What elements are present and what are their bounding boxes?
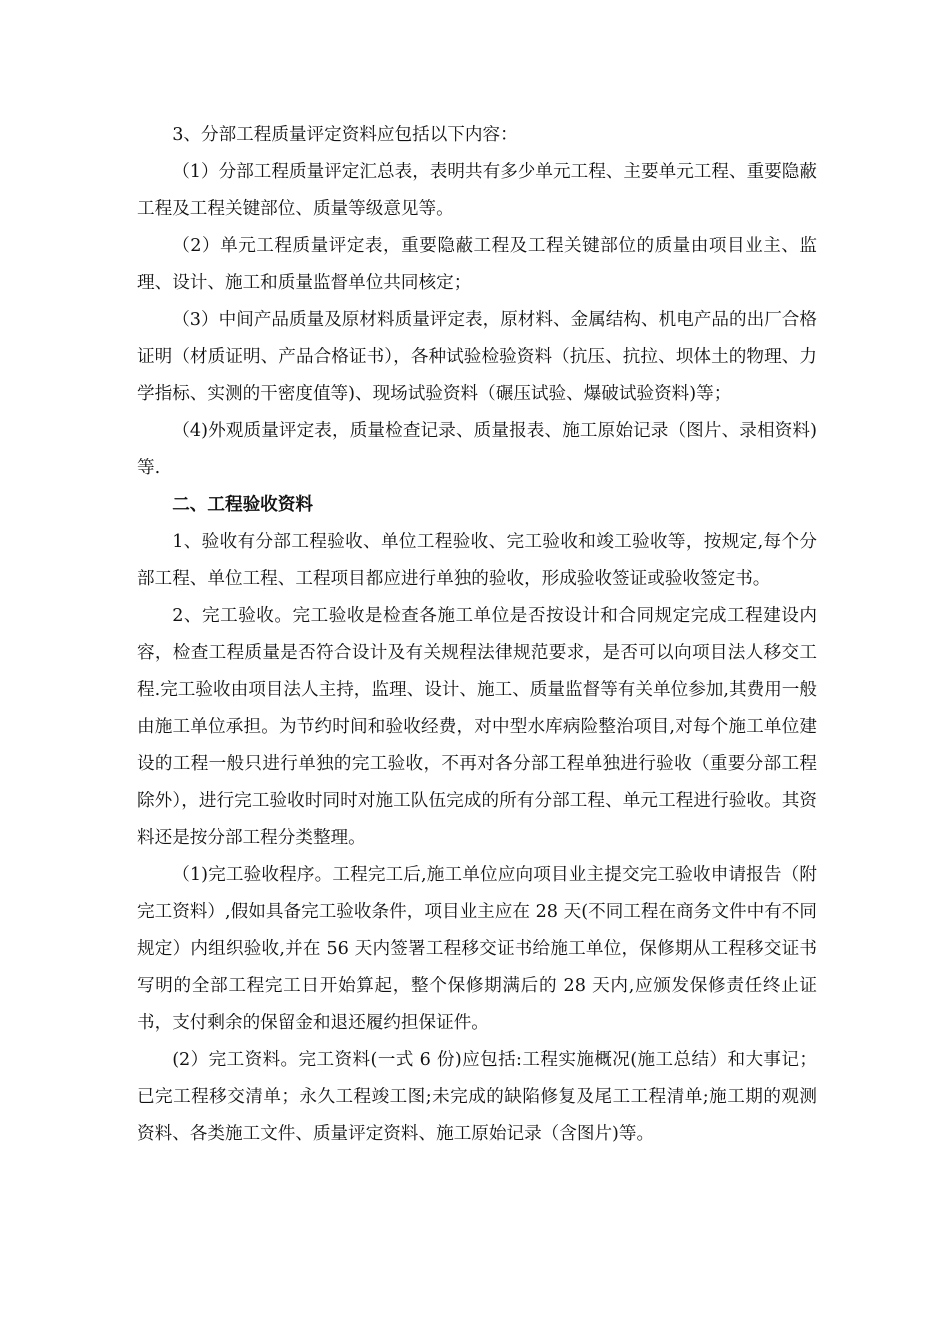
paragraph-item-2: （2）单元工程质量评定表，重要隐蔽工程及工程关键部位的质量由项目业主、监理、设计、施工和质量监督单位共同核定； xyxy=(137,236,817,293)
paragraph-item-4: （4)外观质量评定表，质量检查记录、质量报表、施工原始记录（图片、录相资料)等. xyxy=(137,421,817,478)
paragraph-acceptance-2: 2、完工验收。完工验收是检查各施工单位是否按设计和合同规定完成工程建设内容，检查工程质量是否符合设计及有关规程法律规范要求，是否可以向项目法人移交工程.完工验收由项目法人主持，监理、设计、施工、质量监督等有关单位参加,其费用一般由施工单位承担。为节约时间和验收经费，对中型水库病险整治项目,对每个施工单位建设的工程一般只进行单独的完工验收，不再对各分部工程单独进行验收（重要分部工程除外），进行完工验收时同时对施工队伍完成的所有分部工程、单元工程进行验收。其资料还是按分部工程分类整理。 xyxy=(137,606,817,848)
paragraph-acceptance-1: 1、验收有分部工程验收、单位工程验收、完工验收和竣工验收等，按规定,每个分部工程、单位工程、工程项目都应进行单独的验收，形成验收签证或验收签定书。 xyxy=(137,532,817,589)
paragraph-materials: (2）完工资料。完工资料(一式 6 份)应包括:工程实施概况(施工总结）和大事记；已完工程移交清单；永久工程竣工图;未完成的缺陷修复及尾工工程清单;施工期的观测资料、各类施工文件、质量评定资料、施工原始记录（含图片)等。 xyxy=(137,1050,817,1144)
paragraph-3-intro: 3、分部工程质量评定资料应包括以下内容： xyxy=(172,125,518,145)
document-body xyxy=(137,117,817,1153)
paragraph-item-1: （1）分部工程质量评定汇总表，表明共有多少单元工程、主要单元工程、重要隐蔽工程及工程关键部位、质量等级意见等。 xyxy=(137,162,817,219)
section-heading: 二、工程验收资料 xyxy=(172,495,313,515)
paragraph-item-3: （3）中间产品质量及原材料质量评定表，原材料、金属结构、机电产品的出厂合格证明（材质证明、产品合格证书），各种试验检验资料（抗压、抗拉、坝体土的物理、力学指标、实测的干密度值等)、现场试验资料（碾压试验、爆破试验资料)等； xyxy=(137,310,817,404)
paragraph-procedure: （1)完工验收程序。工程完工后,施工单位应向项目业主提交完工验收申请报告（附完工资料）,假如具备完工验收条件，项目业主应在 28 天(不同工程在商务文件中有不同规定）内组织验收,并在 56 天内签署工程移交证书给施工单位，保修期从工程移交证书写明的全部工程完工日开始算起，整个保修期满后的 28 天内,应颁发保修责任终止证书，支付剩余的保留金和退还履约担保证件。 xyxy=(137,865,817,1033)
